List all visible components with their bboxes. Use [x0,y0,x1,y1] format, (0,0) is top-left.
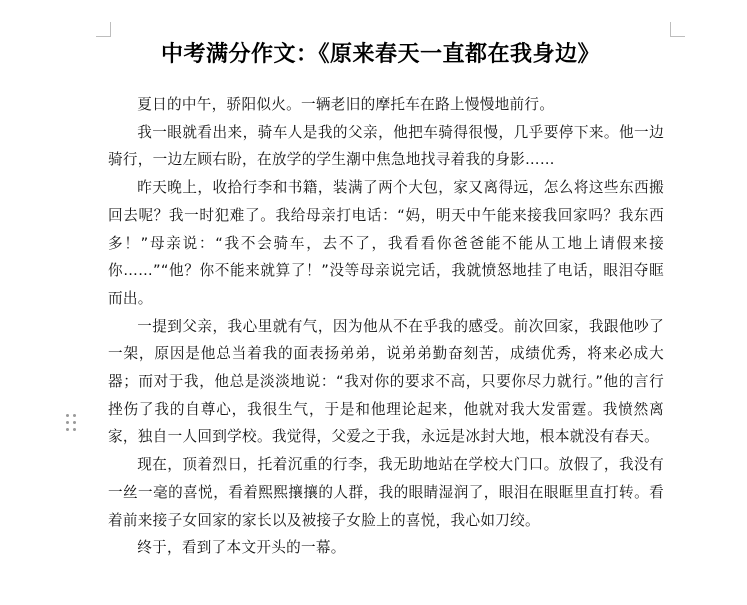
paragraph: 我一眼就看出来，骑车人是我的父亲，他把车骑得很慢，几乎要停下来。他一边骑行，一边左顾右盼，在放学的学生潮中焦急地找寻着我的身影…… [108,123,664,169]
paragraph: 夏日的中午，骄阳似火。一辆老旧的摩托车在路上慢慢地前行。 [137,96,555,113]
margin-corner-mark-left [96,22,111,37]
paragraph: 昨天晚上，收拾行李和书籍，装满了两个大包，家又离得远，怎么将这些东西搬回去呢？我一时犯难了。我给母亲打电话：“妈，明天中午能来接我回家吗？我东西多！”母亲说：“我不会骑车，去不了，我看看你爸爸能不能从工地上请假来接你……”“他？你不能来就算了！”没等母亲说完话，我就愤怒地挂了电话，眼泪夺眶而出。 [108,179,664,307]
paragraph: 现在，顶着烈日，托着沉重的行李，我无助地站在学校大门口。放假了，我没有一丝一毫的喜悦，看着熙熙攘攘的人群，我的眼睛湿润了，眼泪在眼眶里直打转。看着前来接子女回家的家长以及被接子女脸上的喜悦，我心如刀绞。 [108,456,664,529]
document-body [108,91,664,562]
document-title: 中考满分作文：《原来春天一直都在我身边》 [160,42,600,67]
paragraph: 终于，看到了本文开头的一幕。 [137,539,346,557]
margin-corner-mark-right [670,22,685,37]
paragraph: 一提到父亲，我心里就有气，因为他从不在乎我的感受。前次回家，我跟他吵了一架，原因是他总当着我的面表扬弟弟，说弟弟勤奋刻苦，成绩优秀，将来必成大器；而对于我，他总是淡淡地说：“我对你的要求不高，只要你尽力就行。”他的言行挫伤了我的自尊心，我很生气，于是和他理论起来，他就对我大发雷霆。我愤然离家，独自一人回到学校。我觉得，父爱之于我，永远是冰封大地，根本就没有春天。 [108,317,664,446]
drag-handle-icon[interactable] [66,414,78,432]
